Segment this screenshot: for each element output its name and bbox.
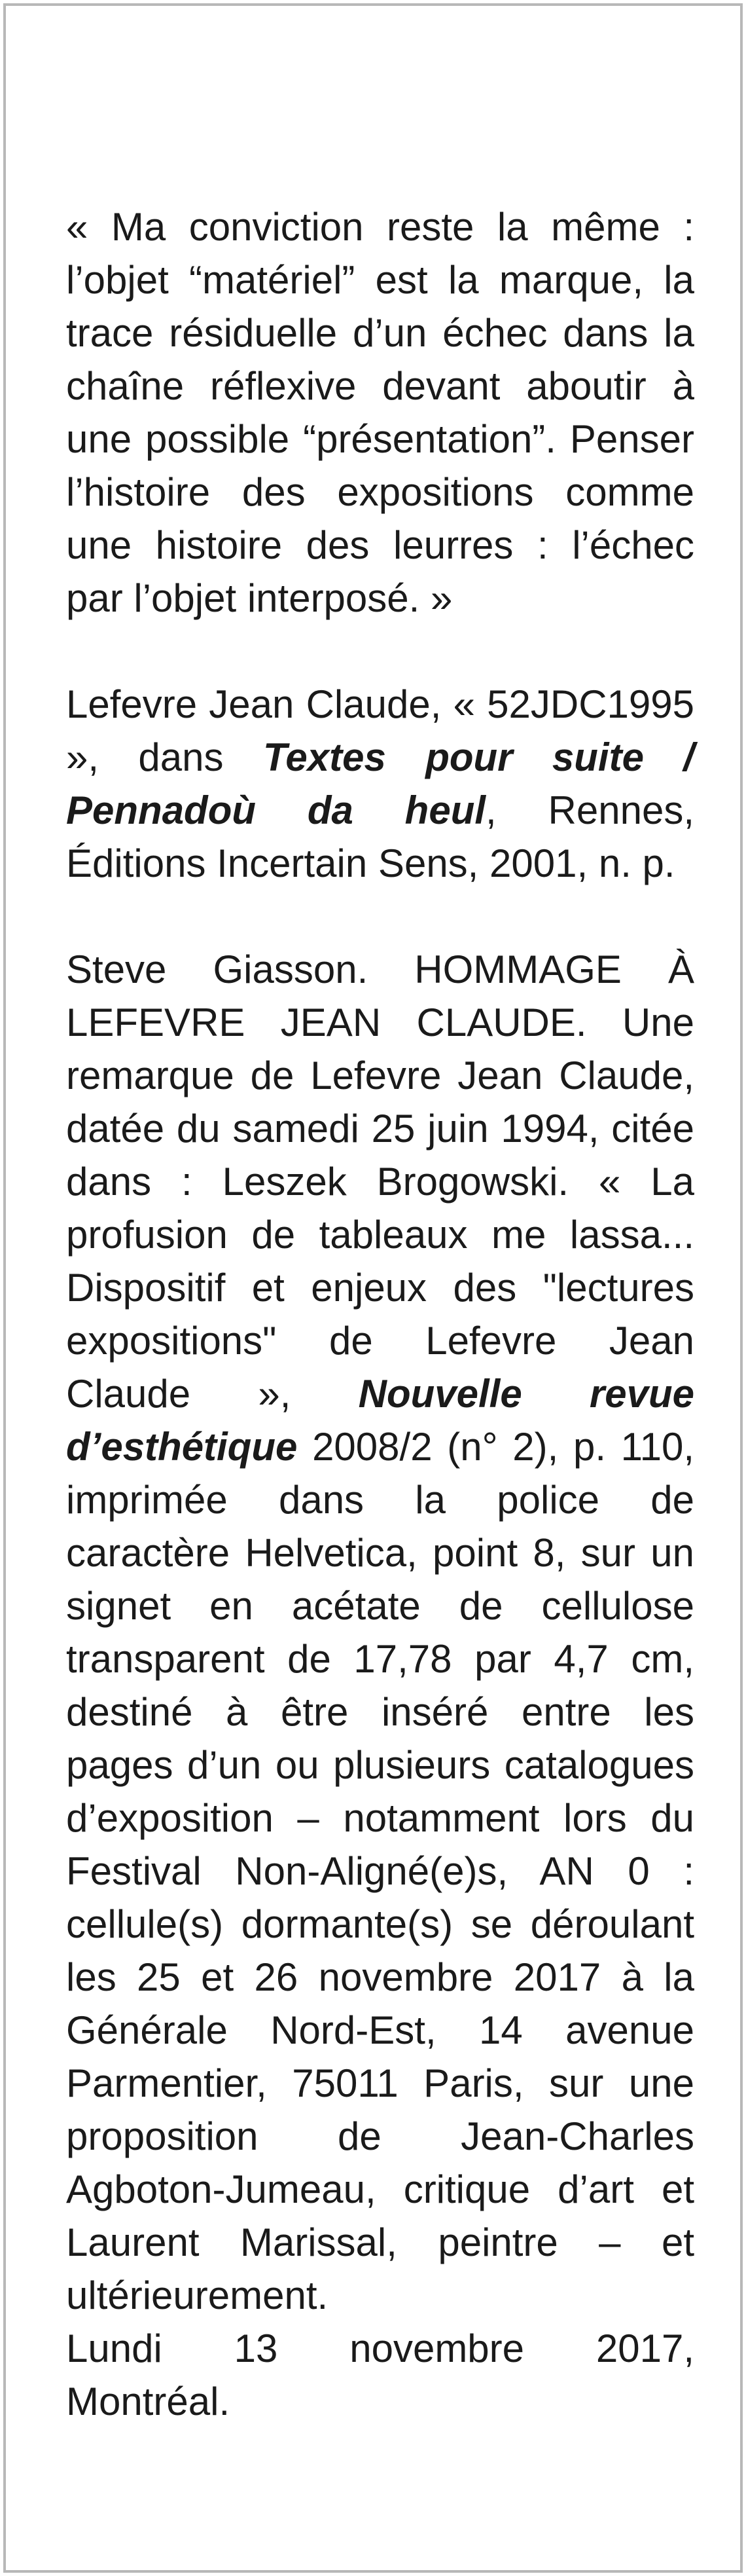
quote-paragraph: [66, 200, 694, 625]
bookmark-card: [3, 3, 743, 2573]
quote-text: « Ma conviction reste la même : l’objet “matériel” est la marque, la trace résiduelle d’un échec dans la chaîne réflexive devant aboutir à une possible “présentation”. Penser l’histoire des expositions comme une histoire des leurres : l’échec par l’objet interposé. »: [66, 205, 694, 620]
hommage-paragraph: [66, 943, 694, 2322]
citation-text-before: Lefevre Jean Claude, « 52JDC1995 », dans: [66, 682, 694, 779]
text-column: [66, 200, 694, 2428]
hommage-journal-title: Nouvelle revue d’esthétique: [66, 1372, 695, 1469]
citation-text-after: , Rennes, Éditions Incertain Sens, 2001, n. p.: [66, 788, 694, 885]
hommage-text-after: 2008/2 (n° 2), p. 110, imprimée dans la police de caractère Helvetica, point 8, sur un signet en acétate de cellulose transparent de 17,78 par 4,7 cm, destiné à être inséré entre les pages d’un ou plusieurs catalogues d’exposition – notamment lors du Festival Non-Aligné(e)s, AN 0 : cellule(s) dormante(s) se déroulant les 25 et 26 novembre 2017 à la Générale Nord-Est, 14 avenue Parmentier, 75011 Paris, sur une proposition de Jean-Charles Agboton-Jumeau, critique d’art et Laurent Marissal, peintre – et ultérieurement.: [66, 1425, 694, 2317]
hommage-text-before: Steve Giasson. HOMMAGE À LEFEVRE JEAN CLAUDE. Une remarque de Lefevre Jean Claude, datée du samedi 25 juin 1994, citée dans : Leszek Brogowski. « La profusion de tableaux me lassa... Dispositif et enjeux des "lectures expositions" de Lefevre Jean Claude »,: [66, 948, 694, 1416]
paragraph-spacer: [66, 625, 694, 678]
paragraph-spacer: [66, 890, 694, 943]
dateline-place: Montréal.: [66, 2380, 230, 2423]
dateline-date: Lundi 13 novembre 2017,: [66, 2327, 694, 2370]
citation-title: Textes pour suite / Pennadoù da heul: [66, 735, 694, 832]
citation-paragraph: [66, 678, 694, 890]
